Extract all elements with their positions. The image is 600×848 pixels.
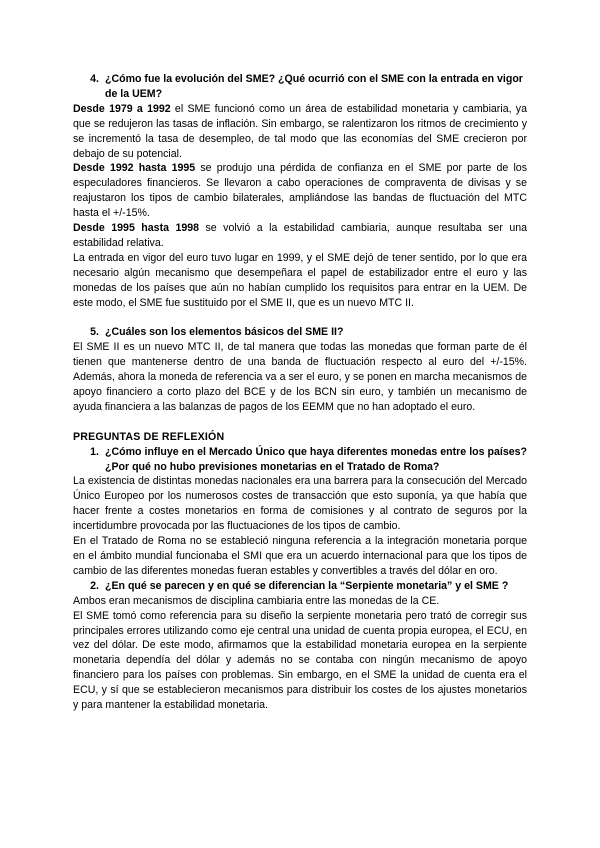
paragraph-text: se volvió a la estabilidad cambiaria, aunque resultaba ser una estabilidad relativa. xyxy=(73,222,528,249)
question-text: ¿En qué se parecen y en qué se diferencian la “Serpiente monetaria” y el SME ? xyxy=(105,579,509,592)
paragraph-lead: Desde 1995 hasta 1998 xyxy=(73,222,200,235)
paragraph-1992-1995 xyxy=(73,161,527,221)
paragraph-lead: Desde 1992 hasta 1995 xyxy=(73,162,196,175)
paragraph-euro-entry: La entrada en vigor del euro tuvo lugar en 1999, y el SME dejó de tener sentido, por lo que era necesario algún mecanismo que desempeñara el papel de estabilizador entre el euro y las monedas de los países que aún no habían cumplido los requisitos para entrar en la UEM. De este modo, el SME fue sustituido por el SME II, que es un nuevo MTC II. xyxy=(73,251,527,309)
question-5-heading xyxy=(73,325,527,340)
section-title: PREGUNTAS DE REFLEXIÓN xyxy=(73,430,225,443)
question-number: 1. xyxy=(90,445,99,458)
question-text: ¿Cómo influye en el Mercado Único que haya diferentes monedas entre los países? ¿Por qué no hubo previsiones monetarias en el Tratado de Roma? xyxy=(105,445,527,473)
question-number: 2. xyxy=(90,579,99,592)
paragraph-1995-1998 xyxy=(73,221,527,251)
spacer xyxy=(73,415,527,430)
paragraph-text: se produjo una pérdida de confianza en el SME por parte de los especuladores financieros. Se llevaron a cabo operaciones de compraventa de divisas y se reajustaron los tipos de cambio bilaterales, ampliándose las bandas de fluctuación del MTC hasta el +/-15%. xyxy=(73,162,527,220)
paragraph-ambos: Ambos eran mecanismos de disciplina cambiaria entre las monedas de la CE. xyxy=(73,594,440,607)
paragraph-tratado-roma: En el Tratado de Roma no se estableció ninguna referencia a la integración monetaria porque en el ámbito mundial funcionaba el SMI que era un acuerdo internacional para que los tipos de cambio de las diferentes monedas fueran estables y convertibles a través del dólar en oro. xyxy=(73,535,527,577)
paragraph-mercado-unico: La existencia de distintas monedas nacionales era una barrera para la consecución del Mercado Único Europeo por los numerosos costes de transacción que esto suponía, ya que había que hacer frente a costes monetarios en forma de comisiones y al contrato de seguros por la incertidumbre provocada por las fluctuaciones de los tipos de cambio. xyxy=(73,475,527,533)
paragraph-lead: Desde 1979 a 1992 xyxy=(73,102,171,115)
question-number: 4. xyxy=(90,73,99,85)
reflection-question-1 xyxy=(73,445,527,475)
question-text: ¿Cómo fue la evolución del SME? ¿Qué ocurrió con el SME con la entrada en vigor de la UEM? xyxy=(105,73,523,100)
spacer xyxy=(73,311,527,326)
question-number: 5. xyxy=(90,326,99,339)
paragraph-text: el SME funcionó como un área de estabilidad monetaria y cambiaria, ya que se redujeron las tasas de inflación. Sin embargo, se ralentizaron los ritmos de crecimiento y se incrementó la tasa de desempleo, de tal modo que las economías del SME crecieron por debajo de su potencial. xyxy=(73,102,527,160)
paragraph-sme-serpiente: El SME tomó como referencia para su diseño la serpiente monetaria pero trató de corregir sus principales errores utilizando como eje central una unidad de cuenta propia europea, el ECU, en vez del dólar. De este modo, afirmamos que la estabilidad monetaria europea en la serpiente monetaria dependía del dólar y además no se contaba con ningún mecanismo de apoyo financiero para los países con problemas. Sin embargo, en el SME la unidad de cuenta era el ECU, y sí que se establecieron mecanismos para distribuir los costes de los ajustes monetarios y para mantener la estabilidad monetaria. xyxy=(73,609,527,712)
question-4-heading xyxy=(73,72,527,102)
paragraph-sme-ii: El SME II es un nuevo MTC II, de tal manera que todas las monedas que forman parte de él tienen que mantenerse dentro de una banda de fluctuación respecto al euro del +/-15%. Además, ahora la moneda de referencia va a ser el euro, y se ponen en marcha mecanismos de apoyo financiero a corto plazo del BCE y de los BCN sin euro, y también un mecanismo de ayuda financiera a las balanzas de pagos de los EEMM que no han adoptado el euro. xyxy=(73,341,527,413)
paragraph-1979-1992 xyxy=(73,102,527,162)
question-text: ¿Cuáles son los elementos básicos del SME II? xyxy=(105,326,344,339)
reflection-question-2 xyxy=(73,579,527,594)
document-page xyxy=(73,72,527,713)
